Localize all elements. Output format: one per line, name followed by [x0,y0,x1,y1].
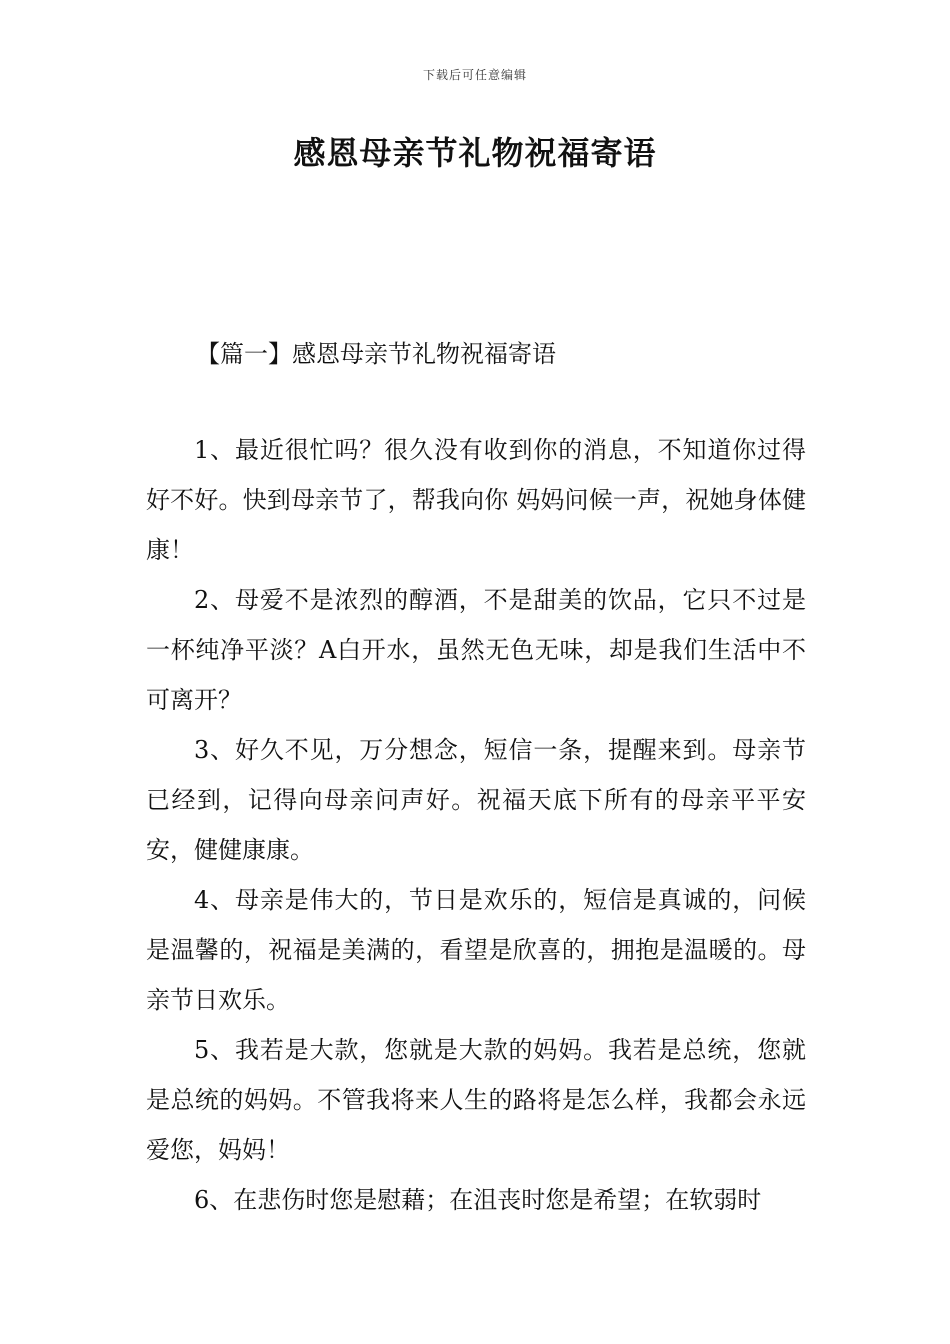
section-heading: 【篇一】感恩母亲节礼物祝福寄语 [196,340,556,368]
header-note: 下载后可任意编辑 [422,68,527,82]
paragraph-6: 6、在悲伤时您是慰藉；在沮丧时您是希望；在软弱时 [194,1186,762,1214]
paragraph-3: 3、好久不见，万分想念，短信一条，提醒来到。母亲节已经到，记得向母亲问声好。祝福天底下所有的母亲平平安安，健健康康。 [146,736,806,864]
paragraph-2: 2、母爱不是浓烈的醇酒，不是甜美的饮品，它只不过是一杯纯净平淡？A白开水，虽然无色无味，却是我们生活中不可离开？ [146,586,806,714]
paragraph-4: 4、母亲是伟大的，节日是欢乐的，短信是真诚的，问候是温馨的，祝福是美满的，看望是欣喜的，拥抱是温暖的。母亲节日欢乐。 [146,886,806,1014]
paragraph-5: 5、我若是大款，您就是大款的妈妈。我若是总统，您就是总统的妈妈。不管我将来人生的路将是怎么样，我都会永远爱您，妈妈！ [146,1036,806,1164]
document-title: 感恩母亲节礼物祝福寄语 [293,134,657,172]
paragraph-1: 1、最近很忙吗？很久没有收到你的消息，不知道你过得好不好。快到母亲节了，帮我向你 妈妈问候一声，祝她身体健康！ [146,436,806,564]
document-body [146,425,806,1225]
